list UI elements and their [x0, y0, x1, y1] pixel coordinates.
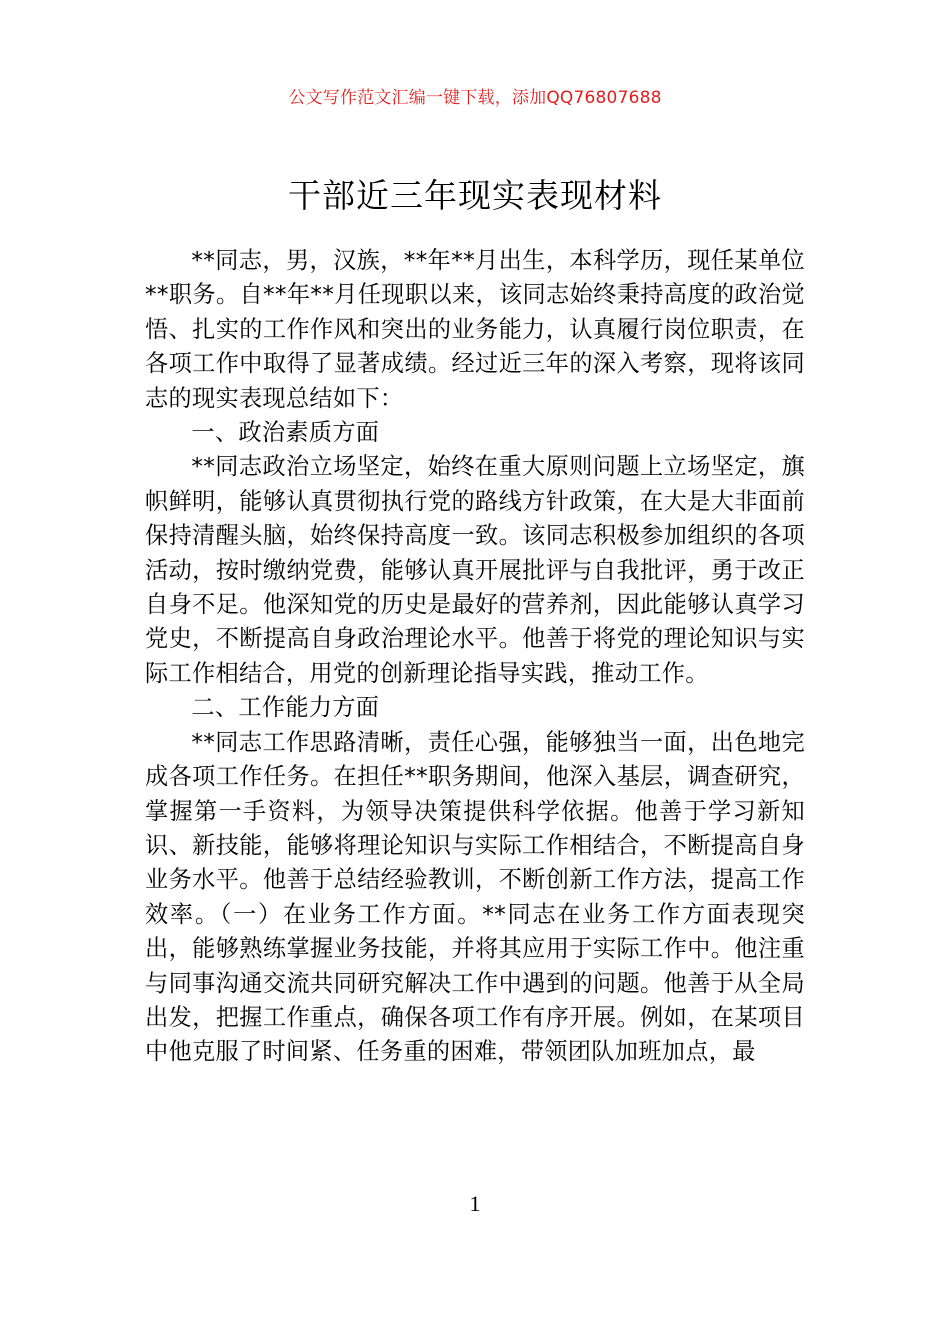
document-body	[145, 244, 805, 1070]
ability-paragraph: **同志工作思路清晰，责任心强，能够独当一面，出色地完成各项工作任务。在担任**职务期间，他深入基层，调查研究，掌握第一手资料，为领导决策提供科学依据。他善于学习新知识、新技能，能够将理论知识与实际工作相结合，不断提高自身业务水平。他善于总结经验教训，不断创新工作方法，提高工作效率。（一）在业务工作方面。**同志在业务工作方面表现突出，能够熟练掌握业务技能，并将其应用于实际工作中。他注重与同事沟通交流共同研究解决工作中遇到的问题。他善于从全局出发，把握工作重点，确保各项工作有序开展。例如，在某项目中他克服了时间紧、任务重的困难，带领团队加班加点，最	[145, 728, 805, 1066]
download-banner: 公文写作范文汇编一键下载，添加QQ76807688	[288, 88, 662, 108]
section-heading-political: 一、政治素质方面	[191, 419, 380, 447]
political-paragraph: **同志政治立场坚定，始终在重大原则问题上立场坚定，旗帜鲜明，能够认真贯彻执行党的路线方针政策，在大是大非面前保持清醒头脑，始终保持高度一致。该同志积极参加组织的各项活动，按时缴纳党费，能够认真开展批评与自我批评，勇于改正自身不足。他深知党的历史是最好的营养剂，因此能够认真学习党史，不断提高自身政治理论水平。他善于将党的理论知识与实际工作相结合，用党的创新理论指导实践，推动工作。	[145, 453, 805, 687]
section-heading-ability: 二、工作能力方面	[191, 694, 380, 722]
document-title: 干部近三年现实表现材料	[288, 176, 662, 215]
intro-paragraph: **同志，男，汉族，**年**月出生，本科学历，现任某单位**职务。自**年**月任现职以来，该同志始终秉持高度的政治觉悟、扎实的工作作风和突出的业务能力，认真履行岗位职责，在各项工作中取得了显著成绩。经过近三年的深入考察，现将该同志的现实表现总结如下：	[145, 247, 805, 412]
page-number: 1	[469, 1191, 481, 1216]
